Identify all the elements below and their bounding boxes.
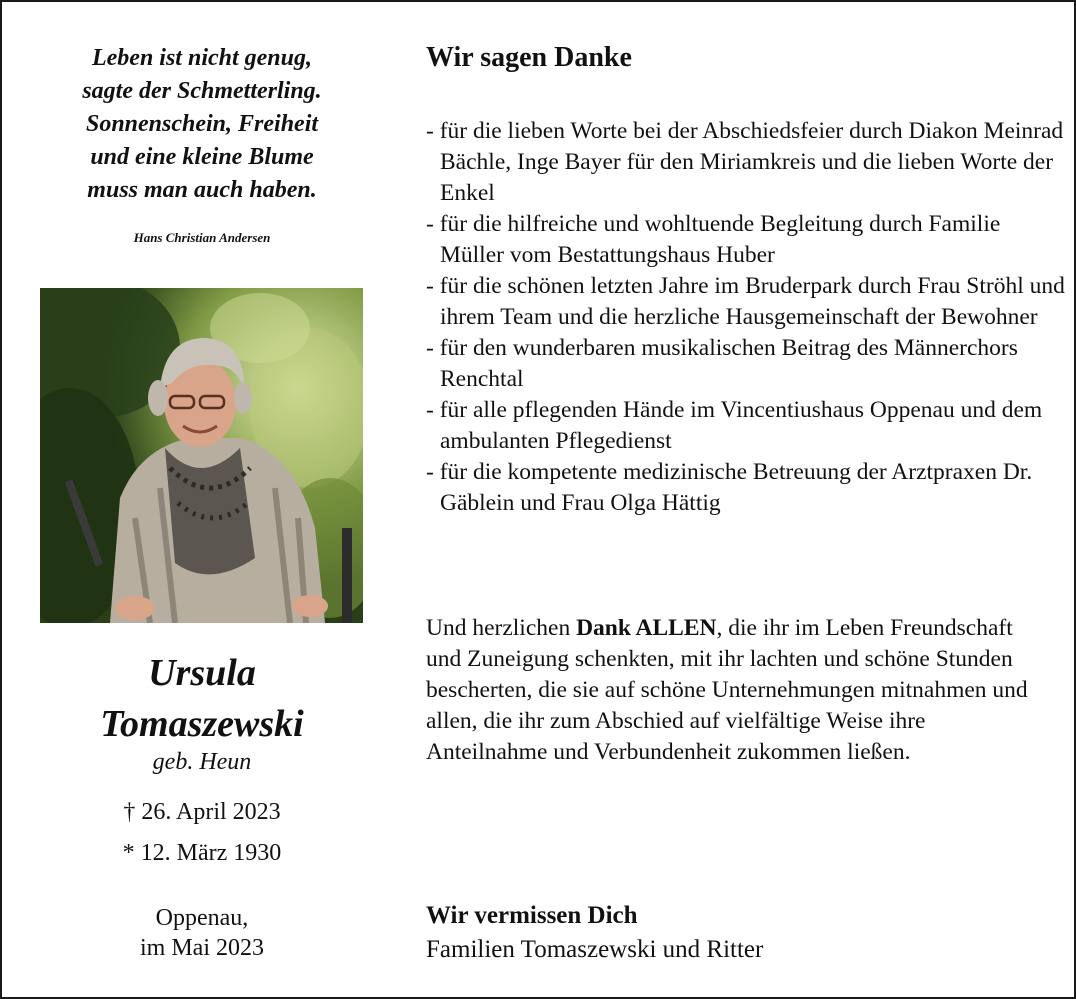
- birth-date: * 12. März 1930: [122, 840, 282, 866]
- closing-heading: Wir vermissen Dich: [426, 902, 638, 929]
- general-thanks-suffix: , die ihr im Leben Freundschaft und Zuneigung schenkten, mit ihr lachten und schöne Stunden bescherten, die sie auf schöne Unternehmungen mitnahmen und allen, die ihr zum Abschied auf vielfältige Weise ihre Anteilnahme und Verbundenheit zukommen ließen.: [426, 615, 1028, 765]
- birth-name: geb. Heun: [152, 749, 252, 775]
- thanks-item: - für die hilfreiche und wohltuende Begleitung durch Familie Müller vom Bestattungshaus Huber: [426, 211, 1001, 268]
- right-column: [426, 2, 1066, 997]
- poem: [42, 42, 362, 207]
- general-thanks-bold: Dank ALLEN: [576, 615, 717, 641]
- thanks-item: - für den wunderbaren musikalischen Beitrag des Männerchors Renchtal: [426, 335, 1018, 392]
- date: im Mai 2023: [140, 935, 264, 961]
- poem-author: Hans Christian Andersen: [133, 230, 271, 245]
- poem-line: und eine kleine Blume: [90, 144, 314, 170]
- general-thanks: [426, 613, 1046, 768]
- last-name: Tomaszewski: [100, 703, 304, 745]
- poem-line: Sonnenschein, Freiheit: [85, 111, 319, 137]
- closing-signature: Familien Tomaszewski und Ritter: [426, 936, 764, 963]
- poem-line: Leben ist nicht genug,: [91, 45, 313, 71]
- thanks-heading: Wir sagen Danke: [426, 42, 632, 73]
- portrait-photo: [40, 288, 363, 623]
- deceased-name: [42, 648, 362, 750]
- left-column: [2, 2, 402, 997]
- poem-line: muss man auch haben.: [87, 177, 317, 203]
- thanks-list: [426, 116, 1066, 519]
- death-date: † 26. April 2023: [123, 799, 281, 825]
- place-date: [42, 903, 362, 963]
- thanks-item: - für die schönen letzten Jahre im Bruderpark durch Frau Ströhl und ihrem Team und die herzliche Hausgemeinschaft der Bewohner: [426, 273, 1065, 330]
- first-name: Ursula: [148, 652, 256, 694]
- general-thanks-prefix: Und herzlichen: [426, 615, 577, 641]
- poem-line: sagte der Schmetterling.: [82, 78, 322, 104]
- place: Oppenau,: [155, 905, 249, 931]
- portrait-illustration: [40, 288, 363, 623]
- thanks-item: - für die kompetente medizinische Betreuung der Arztpraxen Dr. Gäblein und Frau Olga Hättig: [426, 459, 1033, 516]
- thanks-item: - für die lieben Worte bei der Abschiedsfeier durch Diakon Meinrad Bächle, Inge Bayer für den Miriamkreis und die lieben Worte der Enkel: [426, 118, 1064, 206]
- thanks-item: - für alle pflegenden Hände im Vincentiushaus Oppenau und dem ambulanten Pflegedienst: [426, 397, 1043, 454]
